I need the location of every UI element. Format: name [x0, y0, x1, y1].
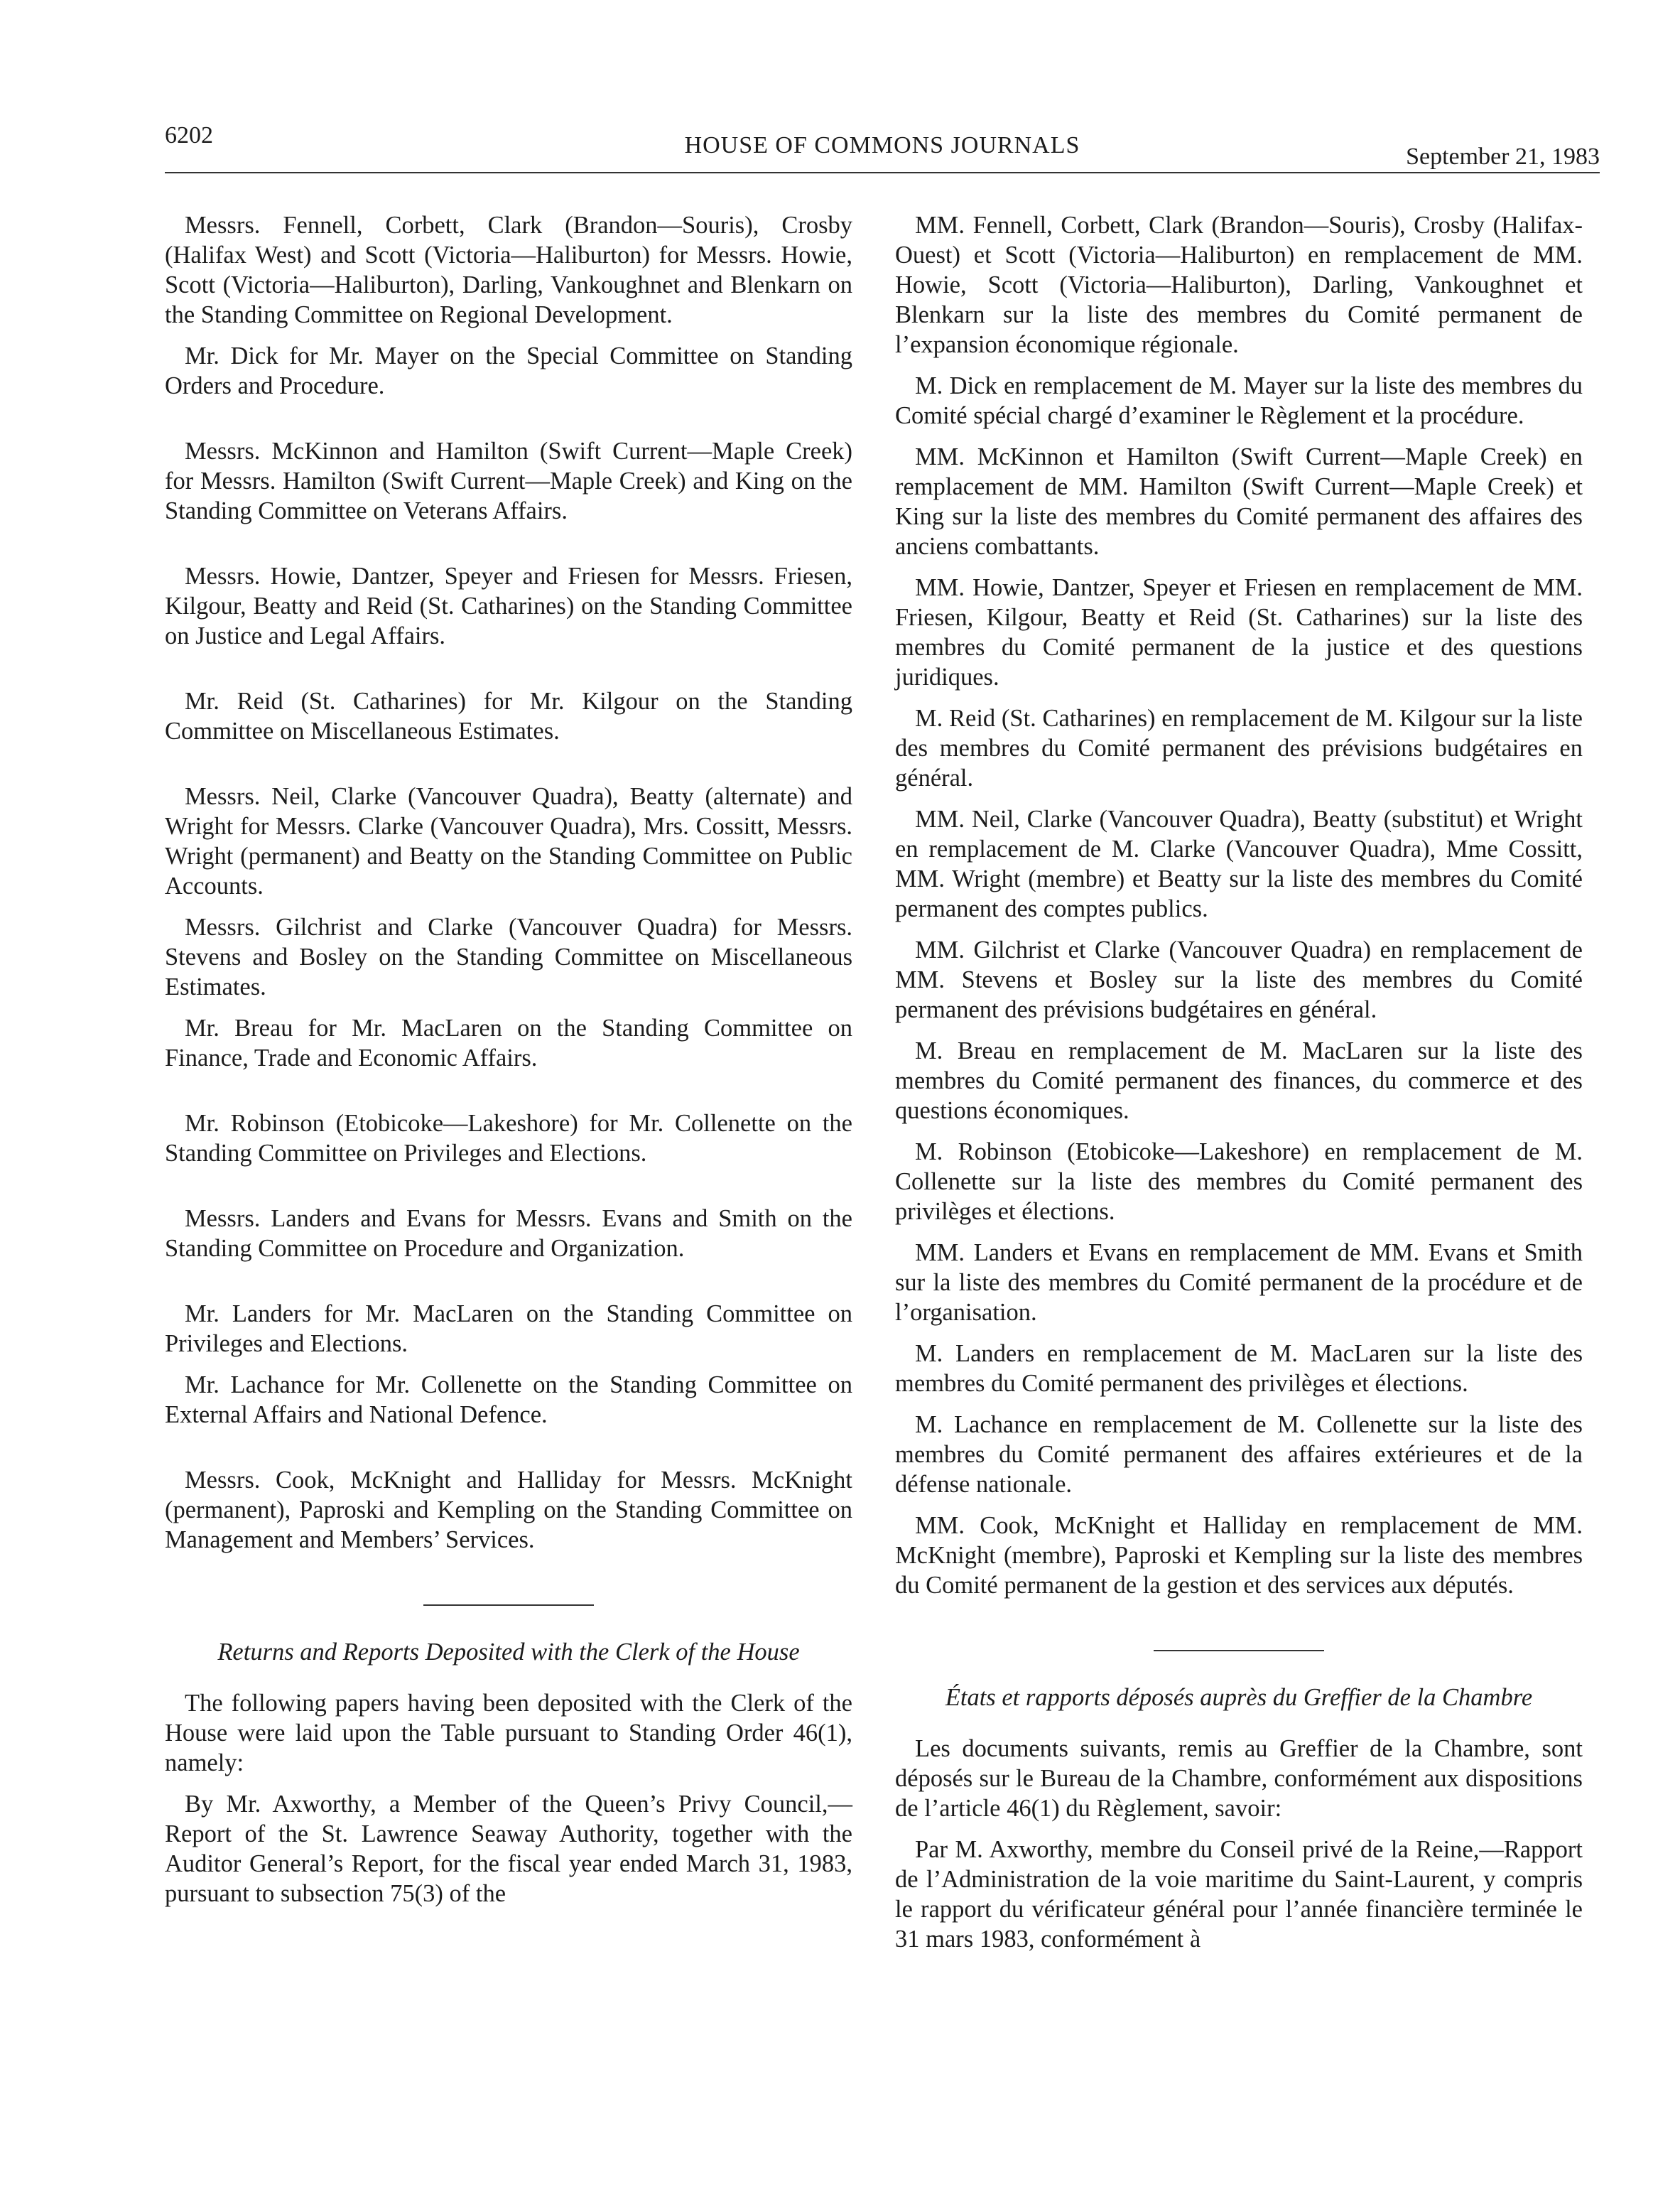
- committee-change-paragraph: Mr. Reid (St. Catharines) for Mr. Kilgour on the Standing Committee on Miscellaneous Estimates.: [165, 688, 852, 745]
- section-paragraph: Les documents suivants, remis au Greffier de la Chambre, sont déposés sur le Bureau de la Chambre, conformément aux dispositions de l’article 46(1) du Règlement, savoir:: [895, 1735, 1583, 1822]
- committee-change-paragraph: Mr. Landers for Mr. MacLaren on the Standing Committee on Privileges and Elections.: [165, 1300, 852, 1357]
- committee-change-paragraph: Mr. Lachance for Mr. Collenette on the Standing Committee on External Affairs and National Defence.: [165, 1371, 852, 1428]
- committee-change-paragraph: Messrs. Howie, Dantzer, Speyer and Friesen for Messrs. Friesen, Kilgour, Beatty and Reid (St. Catharines) on the Standing Committee on Justice and Legal Affairs.: [165, 563, 852, 649]
- committee-change-paragraph: M. Robinson (Etobicoke—Lakeshore) en remplacement de M. Collenette sur la liste des membres du Comité permanent des privilèges et élections.: [895, 1138, 1583, 1225]
- section-heading: Returns and Reports Deposited with the Clerk of the House: [217, 1639, 800, 1666]
- page-header: [165, 122, 1600, 173]
- committee-change-paragraph: M. Breau en remplacement de M. MacLaren sur la liste des membres du Comité permanent des finances, du commerce et des questions économiques.: [895, 1037, 1583, 1124]
- committee-change-paragraph: Mr. Robinson (Etobicoke—Lakeshore) for Mr. Collenette on the Standing Committee on Privileges and Elections.: [165, 1110, 852, 1167]
- section-heading: États et rapports déposés auprès du Greffier de la Chambre: [945, 1684, 1533, 1711]
- french-column: [895, 210, 1583, 1954]
- committee-change-paragraph: M. Reid (St. Catharines) en remplacement de M. Kilgour sur la liste des membres du Comité permanent des prévisions budgétaires en général.: [895, 705, 1583, 792]
- committee-change-paragraph: MM. Fennell, Corbett, Clark (Brandon—Souris), Crosby (Halifax-Ouest) et Scott (Victoria—Haliburton) en remplacement de MM. Howie, Scott (Victoria—Haliburton), Darling, Vankoughnet et Blenkarn sur la liste des membres du Comité permanent de l’expansion économique régionale.: [895, 212, 1583, 358]
- committee-change-paragraph: MM. Gilchrist et Clarke (Vancouver Quadra) en remplacement de MM. Stevens et Bosley sur la liste des membres du Comité permanent des prévisions budgétaires en général.: [895, 936, 1583, 1023]
- journal-title: HOUSE OF COMMONS JOURNALS: [684, 132, 1080, 158]
- section-paragraph: By Mr. Axworthy, a Member of the Queen’s Privy Council,—Report of the St. Lawrence Seaway Authority, together with the Auditor General’s Report, for the fiscal year ended March 31, 1983, pursuant to subsection 75(3) of the: [165, 1791, 852, 1907]
- page-number: 6202: [165, 122, 213, 149]
- committee-change-paragraph: MM. McKinnon et Hamilton (Swift Current—Maple Creek) en remplacement de MM. Hamilton (Swift Current—Maple Creek) et King sur la liste des membres du Comité permanent des affaires des anciens combattants.: [895, 443, 1583, 560]
- committee-change-paragraph: M. Dick en remplacement de M. Mayer sur la liste des membres du Comité spécial chargé d’examiner le Règlement et la procédure.: [895, 372, 1583, 429]
- committee-change-paragraph: MM. Howie, Dantzer, Speyer et Friesen en remplacement de MM. Friesen, Kilgour, Beatty et Reid (St. Catharines) sur la liste des membres du Comité permanent de la justice et des questions juridiques.: [895, 574, 1583, 691]
- page-date: September 21, 1983: [1406, 144, 1600, 170]
- english-column: [165, 210, 852, 1909]
- section-divider: [1154, 1650, 1324, 1651]
- committee-change-paragraph: MM. Cook, McKnight et Halliday en remplacement de MM. McKnight (membre), Paproski et Kempling sur la liste des membres du Comité permanent de la gestion et des services aux députés.: [895, 1512, 1583, 1599]
- committee-change-paragraph: M. Lachance en remplacement de M. Collenette sur la liste des membres du Comité permanent des affaires extérieures et de la défense nationale.: [895, 1411, 1583, 1498]
- committee-change-paragraph: Messrs. Landers and Evans for Messrs. Evans and Smith on the Standing Committee on Procedure and Organization.: [165, 1205, 852, 1262]
- committee-change-paragraph: MM. Neil, Clarke (Vancouver Quadra), Beatty (substitut) et Wright en remplacement de M. Clarke (Vancouver Quadra), Mme Cossitt, MM. Wright (membre) et Beatty sur la liste des membres du Comité permanent des comptes publics.: [895, 806, 1583, 922]
- committee-change-paragraph: Mr. Breau for Mr. MacLaren on the Standing Committee on Finance, Trade and Economic Affairs.: [165, 1015, 852, 1071]
- committee-change-paragraph: Mr. Dick for Mr. Mayer on the Special Committee on Standing Orders and Procedure.: [165, 342, 852, 399]
- committee-change-paragraph: Messrs. McKinnon and Hamilton (Swift Current—Maple Creek) for Messrs. Hamilton (Swift Current—Maple Creek) and King on the Standing Committee on Veterans Affairs.: [165, 438, 852, 524]
- committee-change-paragraph: Messrs. Cook, McKnight and Halliday for Messrs. McKnight (permanent), Paproski and Kempling on the Standing Committee on Management and Members’ Services.: [165, 1467, 852, 1553]
- committee-change-paragraph: Messrs. Gilchrist and Clarke (Vancouver Quadra) for Messrs. Stevens and Bosley on the Standing Committee on Miscellaneous Estimates.: [165, 914, 852, 1000]
- committee-change-paragraph: Messrs. Neil, Clarke (Vancouver Quadra), Beatty (alternate) and Wright for Messrs. Clarke (Vancouver Quadra), Mrs. Cossitt, Messrs. Wright (permanent) and Beatty on the Standing Committee on Public Accounts.: [165, 783, 852, 900]
- section-divider: [423, 1604, 594, 1606]
- committee-change-paragraph: MM. Landers et Evans en remplacement de MM. Evans et Smith sur la liste des membres du Comité permanent de la procédure et de l’organisation.: [895, 1239, 1583, 1326]
- committee-change-paragraph: Messrs. Fennell, Corbett, Clark (Brandon—Souris), Crosby (Halifax West) and Scott (Victoria—Haliburton) for Messrs. Howie, Scott (Victoria—Haliburton), Darling, Vankoughnet and Blenkarn on the Standing Committee on Regional Development.: [165, 212, 852, 328]
- committee-change-paragraph: M. Landers en remplacement de M. MacLaren sur la liste des membres du Comité permanent des privilèges et élections.: [895, 1340, 1583, 1397]
- section-paragraph: Par M. Axworthy, membre du Conseil privé de la Reine,—Rapport de l’Administration de la voie maritime du Saint-Laurent, y compris le rapport du vérificateur général pour l’année financière terminée le 31 mars 1983, conformément à: [895, 1836, 1583, 1953]
- section-paragraph: The following papers having been deposited with the Clerk of the House were laid upon the Table pursuant to Standing Order 46(1), namely:: [165, 1690, 852, 1776]
